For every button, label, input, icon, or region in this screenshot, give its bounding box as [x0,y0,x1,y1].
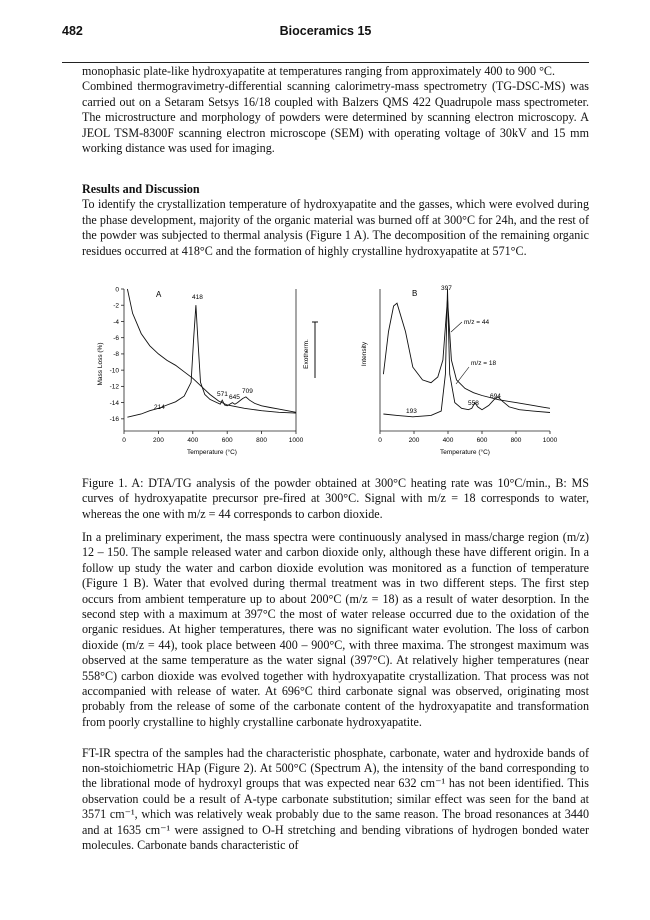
chart-b-panel-label: B [412,289,418,298]
page-number: 482 [62,24,83,38]
chart-b-x-tick-label: 600 [476,437,488,444]
caption-text: Figure 1. A: DTA/TG analysis of the powder obtained at 300°C heating rate was 10°C/min., B: MS curves of hydroxyapatite precursor pre-fired at 300°C. Signal with m/z = 18 corresponds to water, whereas the one with m/z = 44 corresponds to carbon dioxide. [82,476,589,521]
chart-b-peak-193: 193 [406,408,417,415]
chart-a-y-tick-label: -4 [113,318,119,326]
chart-a-tg-line [127,289,296,413]
chart-a-peak-214: 214 [154,404,165,411]
chart-a-x-tick-label: 800 [256,437,268,444]
discussion-paragraph-1: In a preliminary experiment, the mass spectra were continuously analysed in mass/charge region (m/z) 12 – 150. The sample released water and carbon dioxide only, although these have different origin. In a follow up study the water and carbon dioxide evolution was monitored as a function of temperature (Figure 1 B). Water that evolved during thermal treatment was in two different steps. The first step occurs from ambient temperature up to about 200°C (m/z = 18) as a result of water desorption. In the second step with a maximum at 397°C the most of water release occurred due to the oxidation of the organic residues. At higher temperatures, there was no significant water evolution. The loss of carbon dioxide (m/z = 44), took place between 400 – 900°C, with three maxima. The strongest maximum was observed at the same temperature as the water signal (397°C). At relatively higher temperatures (near 558°C) carbon dioxide was evolved together with hydroxyapatite crystallization. That process was not accompanied with release of water. At 696°C third carbonate signal was observed, originating most probably from the release of some of the carbonate content of the hydroxyapatite and transformation from poorly crystalline to highly crystalline carbonate hydroxyapatite. [82,530,589,729]
figure-1-svg [84,284,584,464]
chart-a-x-tick-label: 200 [152,437,164,444]
intro-text [82,64,589,156]
chart-b-series-mz44 [383,289,550,417]
chart-b-y-label: Intensity [361,341,368,367]
chart-a [97,286,318,456]
section-heading: Results and Discussion [82,182,200,196]
chart-b-leader-mz18 [456,367,469,384]
chart-b-x-tick-label: 0 [378,437,382,444]
chart-a-x-label: Temperature (°C) [187,449,237,456]
results-paragraph-1: To identify the crystallization temperature of hydroxyapatite and the gasses, which were evolved during the phase development, majority of the organic material was burned off at 300°C for 24h, and the rest of the powder was subjected to thermal analysis (Figure 1 A). The decomposition of the remaining organic residues occurred at 418°C and the formation of highly crystalline hydroxyapatite at 571°C. [82,197,589,258]
book-title: Bioceramics 15 [279,24,372,38]
chart-a-panel-label: A [156,290,162,299]
chart-b-legend-mz18: m/z = 18 [471,360,497,367]
chart-b [361,285,558,456]
chart-b-peak-558: 558 [468,400,479,407]
discussion-text [82,530,589,854]
chart-a-y-tick-label: -2 [113,302,119,310]
discussion-paragraph-2: FT-IR spectra of the samples had the characteristic phosphate, carbonate, water and hydroxide bands of non-stoichiometric HAp (Figure 2). At 500°C (Spectrum A), the intensity of the band corresponding to the librational mode of hydroxyl groups that was expected near 632 cm⁻¹ has not been identified. This observation could be a result of A-type carbonate substitution; similar effect was seen for the band at 3571 cm⁻¹, which was relatively weak probably due to the same reason. The broad resonances at 3440 and at 1635 cm⁻¹ were assigned to O-H stretching and bending vibrations of hydrogen bonded water molecules. Carbonate bands characteristic of [82,745,589,853]
chart-a-peak-709: 709 [242,388,253,395]
results-section [82,182,589,259]
figure-1 [84,284,584,464]
chart-a-y-tick-label: -14 [109,399,119,407]
chart-a-y-tick-label: -12 [109,383,119,391]
chart-a-y-label: Mass Loss (%) [97,342,104,386]
chart-a-y-tick-label: -16 [109,416,119,424]
chart-b-series-mz18 [383,299,550,408]
chart-b-x-tick-label: 200 [408,437,420,444]
chart-b-x-tick-label: 1000 [542,437,558,444]
chart-b-x-tick-label: 400 [442,437,454,444]
chart-a-dta-line [127,305,296,417]
chart-b-x-label: Temperature (°C) [440,449,490,456]
chart-a-y2-label: Exotherm. [303,339,310,369]
header-rule [62,62,589,63]
chart-a-x-tick-label: 400 [187,437,199,444]
chart-a-peak-418: 418 [192,294,203,301]
chart-b-legend-mz44: m/z = 44 [464,319,490,326]
chart-a-y-tick-label: -6 [113,334,119,342]
chart-b-peak-694: 694 [490,393,501,400]
figure-caption [82,476,589,522]
intro-paragraph-2: Combined thermogravimetry-differential scanning calorimetry-mass spectrometry (TG-DSC-MS) was carried out on a Setaram Setsys 16/18 coupled with Balzers QMS 422 Quadrupole mass spectrometer. The microstructure and morphology of powders were determined by scanning electron microscopy. A JEOL TSM-8300F scanning electron microscope (SEM) with operating voltage of 30kV and 15 mm working distance was used for imaging. [82,79,589,156]
chart-a-x-tick-label: 600 [221,437,233,444]
chart-a-x-tick-label: 1000 [288,437,304,444]
chart-a-y-tick-label: -10 [109,367,119,375]
chart-a-peak-645: 645 [229,394,240,401]
chart-a-peak-571: 571 [217,391,228,398]
running-header [62,24,589,42]
chart-a-y-tick-label: 0 [115,286,119,294]
intro-paragraph-1: monophasic plate-like hydroxyapatite at temperatures ranging from approximately 400 to 900 °C. [82,64,556,78]
chart-b-leader-mz44 [451,322,462,332]
chart-a-y-tick-label: -8 [113,351,119,359]
chart-a-x-tick-label: 0 [122,437,126,444]
chart-b-x-tick-label: 800 [510,437,522,444]
chart-b-peak-397: 397 [441,285,452,292]
